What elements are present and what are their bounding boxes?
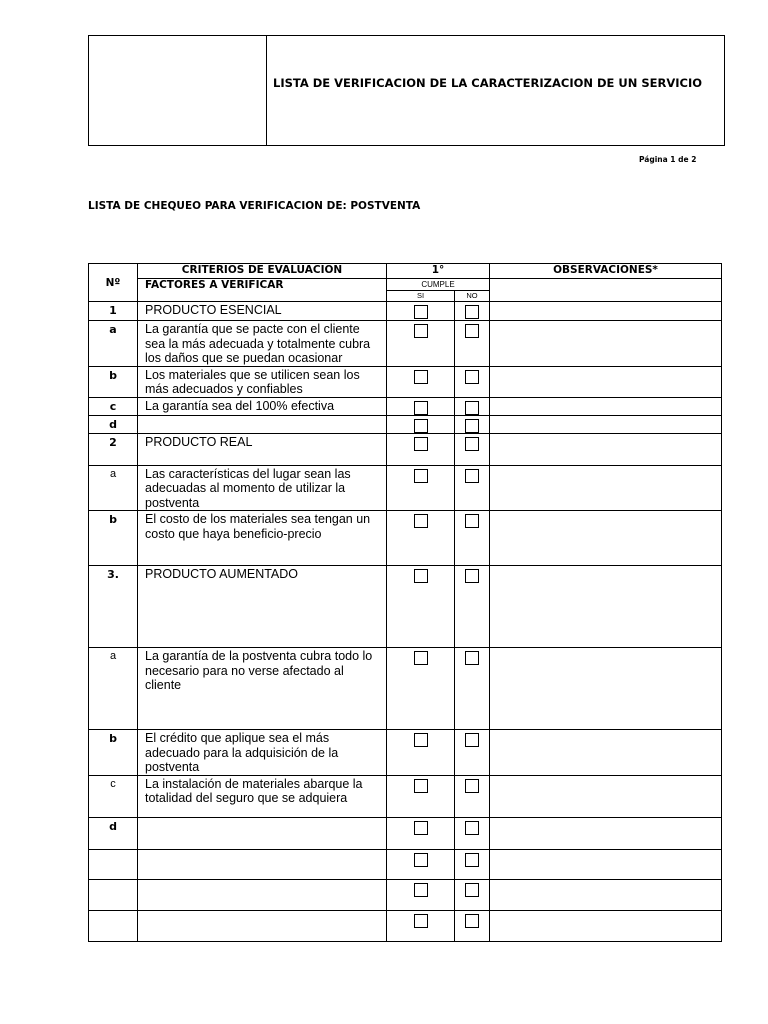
checklist-table [88,263,722,942]
criterion-text: PRODUCTO ESENCIAL [138,302,387,321]
table-row [89,648,722,730]
table-row [89,366,722,397]
table-row [89,879,722,910]
no-checkbox[interactable] [465,437,479,451]
column-header-observaciones: OBSERVACIONES* [490,264,722,279]
observation-cell[interactable] [490,397,722,415]
observation-cell[interactable] [490,433,722,465]
row-number: b [89,366,138,397]
criterion-text: La garantía que se pacte con el cliente sea la más adecuada y totalmente cubra los daños que se puedan ocasionar [138,321,387,367]
logo-placeholder-cell [89,36,267,145]
criterion-text: La garantía sea del 100% efectiva [138,397,387,415]
column-header-cumple: CUMPLE [387,279,490,291]
no-checkbox[interactable] [465,821,479,835]
criterion-text: El costo de los materiales sea tengan un costo que haya beneficio-precio [138,511,387,566]
table-row [89,775,722,817]
row-number: c [89,775,138,817]
criterion-text: Los materiales que se utilicen sean los más adecuados y confiables [138,366,387,397]
criterion-text: PRODUCTO AUMENTADO [138,566,387,648]
table-row [89,433,722,465]
table-row [89,321,722,367]
table-row [89,730,722,776]
table-row [89,465,722,511]
observation-cell[interactable] [490,511,722,566]
observation-cell[interactable] [490,321,722,367]
si-checkbox[interactable] [414,821,428,835]
si-checkbox[interactable] [414,469,428,483]
si-checkbox[interactable] [414,514,428,528]
row-number [89,910,138,941]
criterion-text: La garantía de la postventa cubra todo lo necesario para no verse afectado al cliente [138,648,387,730]
observation-cell[interactable] [490,648,722,730]
no-checkbox[interactable] [465,883,479,897]
row-number: c [89,397,138,415]
si-checkbox[interactable] [414,401,428,415]
row-number: d [89,415,138,433]
no-checkbox[interactable] [465,651,479,665]
row-number: b [89,511,138,566]
no-checkbox[interactable] [465,853,479,867]
observation-cell[interactable] [490,879,722,910]
table-row [89,397,722,415]
table-row [89,566,722,648]
observation-cell[interactable] [490,566,722,648]
observation-cell[interactable] [490,817,722,849]
no-checkbox[interactable] [465,569,479,583]
table-row [89,910,722,941]
criterion-text [138,817,387,849]
no-checkbox[interactable] [465,324,479,338]
observation-cell[interactable] [490,730,722,776]
observation-cell[interactable] [490,849,722,879]
no-checkbox[interactable] [465,914,479,928]
row-number: a [89,465,138,511]
observation-cell[interactable] [490,366,722,397]
no-checkbox[interactable] [465,305,479,319]
no-checkbox[interactable] [465,733,479,747]
criterion-text: Las características del lugar sean las adecuadas al momento de utilizar la postventa [138,465,387,511]
criterion-text [138,415,387,433]
criterion-text [138,849,387,879]
row-number: d [89,817,138,849]
observation-cell[interactable] [490,415,722,433]
table-row [89,511,722,566]
no-checkbox[interactable] [465,401,479,415]
no-checkbox[interactable] [465,469,479,483]
observation-cell[interactable] [490,910,722,941]
si-checkbox[interactable] [414,914,428,928]
table-row [89,415,722,433]
row-number: a [89,321,138,367]
criterion-text: El crédito que aplique sea el más adecuado para la adquisición de la postventa [138,730,387,776]
row-number [89,879,138,910]
si-checkbox[interactable] [414,883,428,897]
observation-cell[interactable] [490,775,722,817]
criterion-text: PRODUCTO REAL [138,433,387,465]
si-checkbox[interactable] [414,569,428,583]
column-header-no: NO [455,291,490,302]
row-number: b [89,730,138,776]
si-checkbox[interactable] [414,651,428,665]
row-number: 3. [89,566,138,648]
table-row [89,302,722,321]
row-number: 1 [89,302,138,321]
criterion-text: La instalación de materiales abarque la totalidad del seguro que se adquiera [138,775,387,817]
observation-cell[interactable] [490,465,722,511]
no-checkbox[interactable] [465,370,479,384]
si-checkbox[interactable] [414,324,428,338]
checklist-subtitle: LISTA DE CHEQUEO PARA VERIFICACION DE: POSTVENTA [88,200,421,212]
column-header-first: 1° [387,264,490,279]
column-header-factores: FACTORES A VERIFICAR [138,279,387,302]
table-row [89,817,722,849]
column-header-num: Nº [89,264,138,302]
table-row [89,849,722,879]
column-header-si: SI [387,291,455,302]
si-checkbox[interactable] [414,779,428,793]
si-checkbox[interactable] [414,733,428,747]
si-checkbox[interactable] [414,853,428,867]
row-number: a [89,648,138,730]
document-header [88,35,725,146]
no-checkbox[interactable] [465,419,479,433]
criterion-text [138,879,387,910]
row-number: 2 [89,433,138,465]
no-checkbox[interactable] [465,779,479,793]
si-checkbox[interactable] [414,419,428,433]
page-number: Página 1 de 2 [639,155,697,164]
column-header-criterios: CRITERIOS DE EVALUACION [138,264,387,279]
criterion-text [138,910,387,941]
si-checkbox[interactable] [414,437,428,451]
no-checkbox[interactable] [465,514,479,528]
observation-cell[interactable] [490,302,722,321]
row-number [89,849,138,879]
si-checkbox[interactable] [414,370,428,384]
observaciones-header-blank [490,279,722,302]
si-checkbox[interactable] [414,305,428,319]
document-title: LISTA DE VERIFICACION DE LA CARACTERIZACION DE UN SERVICIO [273,76,703,90]
